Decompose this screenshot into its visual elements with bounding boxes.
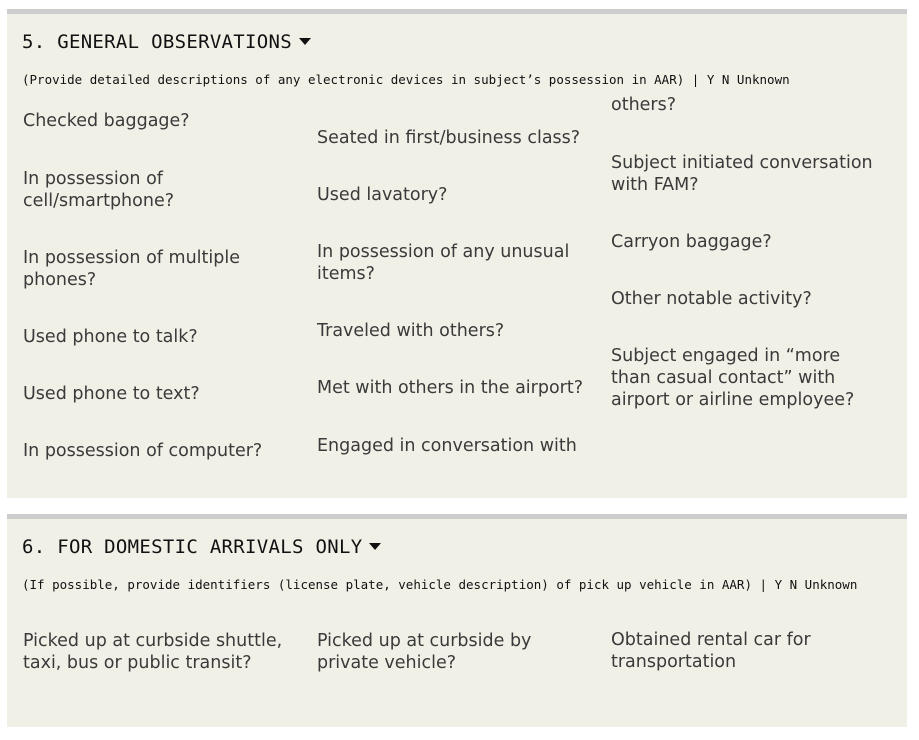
phone-talk-question: Used phone to talk? <box>23 327 198 347</box>
section-6-note: (If possible, provide identifiers (license plate, vehicle description) of pick up vehicle in AAR) | Y N Unknown <box>22 577 858 592</box>
private-vehicle-question: Picked up at curbside by private vehicle? <box>317 631 532 673</box>
checked-baggage-question: Checked baggage? <box>23 111 190 131</box>
rental-car-question: Obtained rental car for transportation <box>611 630 811 672</box>
used-lavatory-question: Used lavatory? <box>317 185 448 205</box>
possession-computer-question: In possession of computer? <box>23 441 263 461</box>
curbside-shuttle-question: Picked up at curbside shuttle, taxi, bus or public transit? <box>23 631 283 673</box>
multiple-phones-question: In possession of multiple phones? <box>23 248 240 290</box>
initiated-conversation-question: Subject initiated conversation with FAM? <box>611 153 873 195</box>
carryon-baggage-question: Carryon baggage? <box>611 232 772 252</box>
caret-down-icon[interactable] <box>369 543 381 550</box>
section-5-title: 5. GENERAL OBSERVATIONS <box>22 31 292 53</box>
seated-first-class-question: Seated in first/business class? <box>317 128 581 148</box>
engaged-conversation-question: Engaged in conversation with <box>317 436 577 456</box>
phone-text-question: Used phone to text? <box>23 384 200 404</box>
met-others-airport-question: Met with others in the airport? <box>317 378 584 398</box>
engaged-conversation-continuation: others? <box>611 95 677 115</box>
section-5-note: (Provide detailed descriptions of any electronic devices in subject’s possession in AAR) | Y N Unknown <box>22 72 790 87</box>
possession-cell-phone-question: In possession of cell/smartphone? <box>23 169 175 211</box>
section-6-header[interactable] <box>22 536 381 558</box>
section-6-title: 6. FOR DOMESTIC ARRIVALS ONLY <box>22 536 363 558</box>
caret-down-icon[interactable] <box>299 38 311 45</box>
general-observations-section <box>7 9 907 498</box>
casual-contact-employee-question: Subject engaged in “more than casual contact” with airport or airline employee? <box>611 346 855 410</box>
unusual-items-question: In possession of any unusual items? <box>317 242 570 284</box>
domestic-arrivals-section <box>7 514 907 727</box>
section-5-header[interactable] <box>22 31 311 53</box>
traveled-with-others-question: Traveled with others? <box>317 321 505 341</box>
other-notable-activity-question: Other notable activity? <box>611 289 812 309</box>
